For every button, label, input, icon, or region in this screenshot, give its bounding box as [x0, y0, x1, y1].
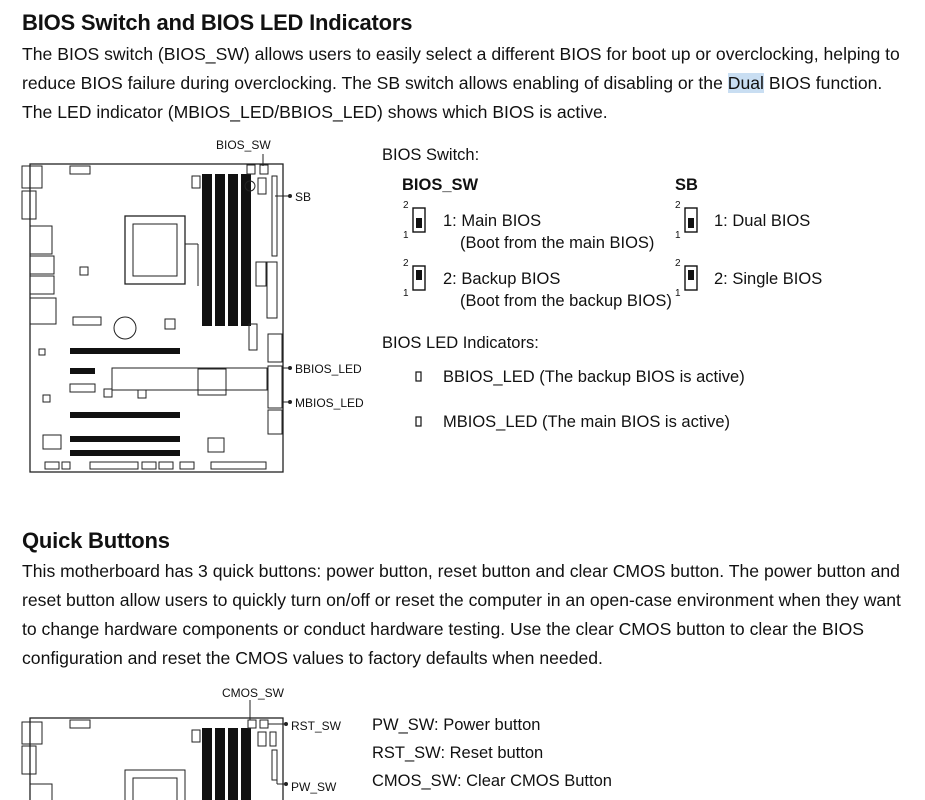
dimm-slot: [202, 728, 212, 800]
header-strip: [272, 176, 277, 256]
label-pw-sw: PW_SW: [291, 780, 337, 794]
cpu-socket: [125, 770, 185, 800]
led-mbios-label: MBIOS_LED (The main BIOS is active): [443, 413, 731, 431]
switch-single-bios-icon: 2 1: [675, 258, 705, 300]
io-port: [22, 191, 36, 219]
dimm-slot: [228, 174, 238, 326]
backup-bios-label: 2: Backup BIOS: [443, 270, 561, 288]
main-bios-note: (Boot from the main BIOS): [460, 234, 655, 252]
pcie-slot: [70, 348, 180, 354]
atx-power: [267, 262, 277, 318]
sb-column-heading: SB: [675, 176, 698, 194]
led-mbios-icon: [414, 416, 424, 428]
bios-switch-part: [260, 165, 268, 174]
label-cmos-sw: CMOS_SW: [222, 686, 285, 700]
label-mbios-led: MBIOS_LED: [295, 396, 364, 410]
bios-switch-heading: BIOS Switch:: [382, 146, 480, 164]
dimm-slot: [202, 174, 212, 326]
cmos-sw-description: CMOS_SW: Clear CMOS Button: [372, 772, 612, 790]
section-title-quick-buttons: Quick Buttons: [22, 528, 170, 553]
rst-sw-description: RST_SW: Reset button: [372, 744, 544, 762]
cpu-socket: [125, 216, 185, 284]
io-port: [30, 276, 54, 294]
pcie-slot: [70, 412, 180, 418]
reset-button: [260, 720, 268, 728]
section-title-bios: BIOS Switch and BIOS LED Indicators: [22, 10, 413, 35]
highlighted-word[interactable]: Dual: [727, 73, 764, 93]
power-button: [272, 750, 277, 780]
power-connector: [70, 166, 90, 174]
io-port: [30, 256, 54, 274]
dimm-slot: [215, 174, 225, 326]
bios-description-part2: BIOS function. The LED indicator (MBIOS_LED/BBIOS_LED) shows which BIOS is active.: [22, 73, 883, 122]
dimm-slot: [228, 728, 238, 800]
bios-switch-part: [247, 165, 255, 174]
m2-slot: [112, 368, 267, 390]
switch-main-bios-icon: 2 1: [403, 200, 433, 242]
io-port: [30, 226, 52, 254]
chipset: [198, 369, 226, 395]
cpu-socket-inner: [133, 224, 177, 276]
bios-sw-column-heading: BIOS_SW: [402, 176, 479, 194]
m2-connector: [73, 317, 101, 325]
label-rst-sw: RST_SW: [291, 719, 342, 733]
pw-sw-description: PW_SW: Power button: [372, 716, 541, 734]
label-sb: SB: [295, 190, 312, 204]
single-bios-label: 2: Single BIOS: [714, 270, 823, 288]
power-connector: [70, 720, 90, 728]
motherboard-diagram-bios: [20, 136, 365, 481]
dimm-slot: [241, 728, 251, 800]
led-heading: BIOS LED Indicators:: [382, 334, 539, 352]
backup-bios-note: (Boot from the backup BIOS): [460, 292, 672, 310]
io-port: [30, 298, 56, 324]
label-bios-sw: BIOS_SW: [216, 138, 271, 152]
cmos-button: [248, 720, 256, 728]
switch-dual-bios-icon: 2 1: [675, 200, 705, 242]
quick-buttons-description: This motherboard has 3 quick buttons: power button, reset button and clear CMOS button. The power button and reset button allow users to quickly turn on/off or reset the computer in an open-case environment when they want to change hardware components or conduct hardware testing. Use the clear CMOS button to clear the BIOS configuration and reset the CMOS values to factory defaults when needed.: [22, 561, 901, 668]
led-bbios-label: BBIOS_LED (The backup BIOS is active): [443, 368, 745, 386]
io-port: [22, 166, 42, 188]
led-bbios-icon: [414, 371, 424, 383]
dual-bios-label: 1: Dual BIOS: [714, 212, 811, 230]
pcie-slot: [70, 436, 180, 442]
bios-description-part1: The BIOS switch (BIOS_SW) allows users to easily select a different BIOS for boot up or overclocking, helping to reduce BIOS failure during overclocking. The SB switch allows enabling of disabling or the: [22, 44, 900, 93]
battery: [114, 317, 136, 339]
pcie-slot: [70, 450, 180, 456]
dimm-slot: [241, 174, 251, 326]
bios-description: [22, 40, 902, 127]
dimm-slot: [215, 728, 225, 800]
switch-backup-bios-icon: 2 1: [403, 258, 433, 300]
label-bbios-led: BBIOS_LED: [295, 362, 362, 376]
main-bios-label: 1: Main BIOS: [443, 212, 542, 230]
